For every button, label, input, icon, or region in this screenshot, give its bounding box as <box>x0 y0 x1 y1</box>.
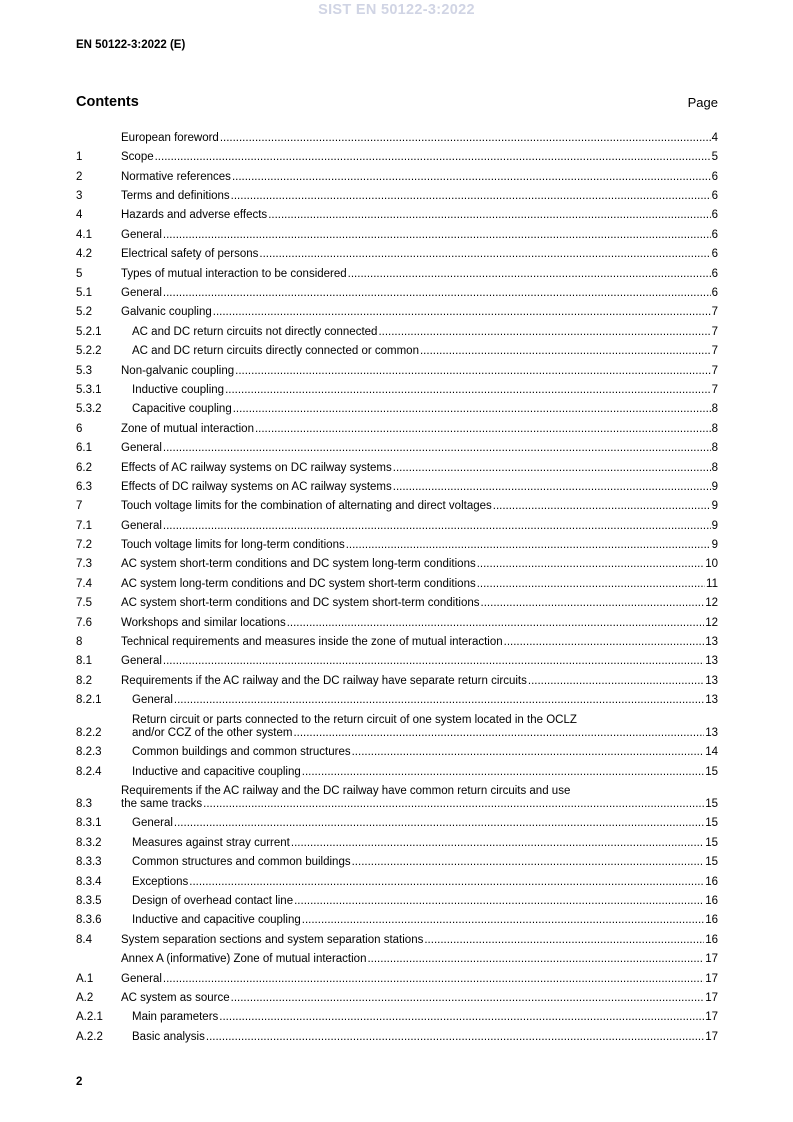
toc-entry-page: 7 <box>711 345 718 358</box>
toc-entry[interactable] <box>76 397 718 416</box>
toc-entry-number: 7.5 <box>76 597 92 610</box>
toc-entry[interactable] <box>76 203 718 222</box>
dot-leader <box>302 766 704 779</box>
dot-leader <box>174 817 704 830</box>
toc-entry-page: 15 <box>705 856 718 869</box>
toc-entry-page: 16 <box>705 914 718 927</box>
toc-entry-page: 6 <box>711 170 718 183</box>
toc-entry[interactable] <box>76 552 718 571</box>
toc-entry[interactable] <box>76 242 718 261</box>
toc-entry-title-line1: Requirements if the AC railway and the DC railway have common return circuits and use <box>121 785 571 797</box>
toc-entry-title: Galvanic coupling <box>121 306 212 319</box>
toc-entry[interactable] <box>76 688 718 707</box>
toc-entry-page: 5 <box>711 151 718 164</box>
dot-leader <box>259 248 710 261</box>
toc-entry[interactable] <box>76 947 718 966</box>
toc-entry-title: General <box>132 694 173 707</box>
dot-leader <box>367 953 704 966</box>
toc-entry-page: 8 <box>711 461 718 474</box>
dot-leader <box>424 934 704 947</box>
toc-entry-page: 7 <box>711 383 718 396</box>
toc-entry-title: General <box>121 287 162 300</box>
toc-entry-page: 17 <box>705 991 718 1004</box>
dot-leader <box>293 727 704 740</box>
toc-entry-page: 6 <box>711 267 718 280</box>
dot-leader <box>232 171 711 184</box>
dot-leader <box>291 837 704 850</box>
toc-entry-page: 6 <box>711 190 718 203</box>
toc-entry-page: 12 <box>705 616 718 629</box>
toc-entry-page: 8 <box>711 422 718 435</box>
toc-entry[interactable] <box>76 455 718 474</box>
toc-entry-title: Annex A (informative) Zone of mutual interaction <box>121 953 367 966</box>
toc-entry-title: Requirements if the AC railway and the DC railway have separate return circuits <box>121 674 527 687</box>
toc-entry-title: Design of overhead contact line <box>132 894 294 907</box>
contents-heading: Contents <box>76 94 139 110</box>
page-number: 2 <box>76 1076 83 1088</box>
toc-entry-title: AC system short-term conditions and DC system long-term conditions <box>121 558 476 571</box>
toc-entry[interactable] <box>76 1024 718 1043</box>
watermark-text: SIST EN 50122-3:2022 <box>318 2 475 18</box>
toc-entry-title: Non-galvanic coupling <box>121 364 235 377</box>
dot-leader <box>203 798 704 811</box>
toc-entry[interactable] <box>76 436 718 455</box>
toc-entry-page: 17 <box>705 972 718 985</box>
toc-entry-number: 5 <box>76 267 83 280</box>
toc-entry[interactable] <box>76 908 718 927</box>
toc-entry-title: Technical requirements and measures inside the zone of mutual interaction <box>121 636 503 649</box>
toc-entry-page: 13 <box>705 636 718 649</box>
toc-entry-number: 8.3 <box>76 798 92 810</box>
toc-entry-number: 5.2.1 <box>76 325 102 338</box>
toc-entry-page: 6 <box>711 248 718 261</box>
toc-entry[interactable] <box>76 779 718 812</box>
dot-leader <box>206 1031 704 1044</box>
toc-entry-number: 8.2.4 <box>76 765 102 778</box>
toc-entry[interactable] <box>76 145 718 164</box>
dot-leader <box>163 229 711 242</box>
toc-entry[interactable] <box>76 339 718 358</box>
toc-entry-number: 2 <box>76 170 83 183</box>
table-of-contents <box>76 126 718 1044</box>
toc-entry[interactable] <box>76 261 718 280</box>
dot-leader <box>163 520 711 533</box>
toc-entry-number: 7.1 <box>76 519 92 532</box>
toc-entry-title: Zone of mutual interaction <box>121 422 254 435</box>
toc-entry-page: 9 <box>711 500 718 513</box>
dot-leader <box>420 345 711 358</box>
toc-entry-number: 7.6 <box>76 616 92 629</box>
toc-entry-page: 9 <box>711 539 718 552</box>
dot-leader <box>287 617 705 630</box>
toc-entry[interactable] <box>76 668 718 687</box>
toc-entry-number: 7.4 <box>76 577 92 590</box>
dot-leader <box>231 190 711 203</box>
toc-entry[interactable] <box>76 811 718 830</box>
toc-entry[interactable] <box>76 222 718 241</box>
toc-entry-page: 9 <box>711 519 718 532</box>
toc-entry-number: 8.3.3 <box>76 856 102 869</box>
dot-leader <box>189 876 704 889</box>
toc-entry-title: Inductive and capacitive coupling <box>132 914 301 927</box>
toc-entry[interactable] <box>76 358 718 377</box>
dot-leader <box>233 403 711 416</box>
toc-entry-page: 13 <box>705 694 718 707</box>
toc-entry-title: Main parameters <box>132 1011 219 1024</box>
dot-leader <box>219 1011 704 1024</box>
dot-leader <box>213 306 711 319</box>
toc-entry[interactable] <box>76 281 718 300</box>
toc-entry-title: Exceptions <box>132 875 189 888</box>
dot-leader <box>235 365 710 378</box>
toc-entry-page: 17 <box>705 1030 718 1043</box>
toc-entry[interactable] <box>76 630 718 649</box>
toc-entry-title: Hazards and adverse effects <box>121 209 268 222</box>
toc-entry-page: 7 <box>711 306 718 319</box>
toc-entry-number: 4.2 <box>76 248 92 261</box>
toc-entry-number: A.2.1 <box>76 1011 103 1024</box>
toc-entry[interactable] <box>76 184 718 203</box>
toc-entry[interactable] <box>76 416 718 435</box>
dot-leader <box>528 675 704 688</box>
toc-entry-title: Inductive and capacitive coupling <box>132 765 301 778</box>
toc-entry[interactable] <box>76 986 718 1005</box>
toc-entry-number: 6 <box>76 422 83 435</box>
dot-leader <box>225 384 711 397</box>
toc-entry-page: 15 <box>705 836 718 849</box>
dot-leader <box>174 694 704 707</box>
toc-entry-title-line1: Return circuit or parts connected to the return circuit of one system located in the OCLZ <box>132 713 577 726</box>
toc-entry-number: 8.2.1 <box>76 694 102 707</box>
toc-entry-page: 13 <box>705 674 718 687</box>
toc-entry[interactable] <box>76 759 718 778</box>
toc-entry-number: 5.3 <box>76 364 92 377</box>
toc-entry-title: Effects of AC railway systems on DC railway systems <box>121 461 392 474</box>
toc-entry-page: 16 <box>705 875 718 888</box>
toc-entry-title: Inductive coupling <box>132 383 225 396</box>
toc-entry-page: 4 <box>711 131 718 144</box>
dot-leader <box>163 655 704 668</box>
toc-entry-title: and/or CCZ of the other system <box>132 726 293 739</box>
toc-entry-title: General <box>121 442 162 455</box>
toc-entry-page: 16 <box>705 933 718 946</box>
toc-entry-number: 5.2.2 <box>76 345 102 358</box>
dot-leader <box>346 539 711 552</box>
toc-entry-title: AC system short-term conditions and DC system short-term conditions <box>121 597 480 610</box>
toc-entry[interactable] <box>76 300 718 319</box>
toc-entry-title: AC and DC return circuits not directly connected <box>132 325 378 338</box>
toc-entry-page: 6 <box>711 209 718 222</box>
toc-entry-title: AC and DC return circuits directly connected or common <box>132 345 419 358</box>
dot-leader <box>255 423 711 436</box>
toc-entry-number: 8.3.2 <box>76 836 102 849</box>
toc-entry-page: 13 <box>705 726 718 739</box>
dot-leader <box>348 268 711 281</box>
toc-entry-number: 8.2 <box>76 674 92 687</box>
toc-entry-title: General <box>121 655 162 668</box>
dot-leader <box>352 856 705 869</box>
document-id: EN 50122-3:2022 (E) <box>76 39 186 51</box>
toc-entry-title: Effects of DC railway systems on AC railway systems <box>121 480 392 493</box>
toc-entry-number: 8.2.3 <box>76 746 102 759</box>
toc-entry-number: 4.1 <box>76 228 92 241</box>
toc-entry[interactable] <box>76 164 718 183</box>
toc-entry[interactable] <box>76 610 718 629</box>
toc-entry-title: Capacitive coupling <box>132 403 232 416</box>
toc-entry-title: General <box>121 972 162 985</box>
toc-entry-number: 3 <box>76 190 83 203</box>
toc-entry-title: Touch voltage limits for the combination of alternating and direct voltages <box>121 500 492 513</box>
toc-entry-title: Common structures and common buildings <box>132 856 351 869</box>
toc-entry-number: 7.2 <box>76 539 92 552</box>
toc-entry-page: 8 <box>711 403 718 416</box>
toc-entry[interactable] <box>76 126 718 145</box>
toc-entry-title: Basic analysis <box>132 1030 205 1043</box>
toc-entry-page: 17 <box>705 953 718 966</box>
dot-leader <box>393 462 711 475</box>
dot-leader <box>231 992 705 1005</box>
page-column-label: Page <box>687 95 718 110</box>
toc-entry-page: 7 <box>711 364 718 377</box>
dot-leader <box>477 578 705 591</box>
toc-entry-page: 6 <box>711 228 718 241</box>
toc-entry-title: Terms and definitions <box>121 190 230 203</box>
toc-entry[interactable] <box>76 494 718 513</box>
toc-entry-page: 9 <box>711 480 718 493</box>
toc-entry[interactable] <box>76 966 718 985</box>
toc-entry-number: 8.3.5 <box>76 894 102 907</box>
toc-entry[interactable] <box>76 475 718 494</box>
toc-entry-page: 10 <box>705 558 718 571</box>
toc-entry-number: 6.2 <box>76 461 92 474</box>
toc-entry-title: Touch voltage limits for long-term conditions <box>121 539 345 552</box>
toc-entry-title: Measures against stray current <box>132 836 290 849</box>
toc-entry[interactable] <box>76 533 718 552</box>
toc-entry-number: A.2 <box>76 991 94 1004</box>
dot-leader <box>220 132 711 145</box>
toc-entry-number: 5.2 <box>76 306 92 319</box>
toc-entry-number: 7.3 <box>76 558 92 571</box>
toc-entry-title: European foreword <box>121 131 219 144</box>
toc-entry[interactable] <box>76 1005 718 1024</box>
toc-entry-number: 8.3.4 <box>76 875 102 888</box>
dot-leader <box>155 151 711 164</box>
toc-entry-page: 15 <box>705 817 718 830</box>
toc-entry-title: Common buildings and common structures <box>132 746 351 759</box>
toc-entry-title: System separation sections and system separation stations <box>121 933 424 946</box>
toc-entry-title: Electrical safety of persons <box>121 248 259 261</box>
toc-entry[interactable] <box>76 571 718 590</box>
dot-leader <box>294 895 704 908</box>
toc-entry-page: 14 <box>705 746 718 759</box>
dot-leader <box>163 287 711 300</box>
toc-entry-page: 7 <box>711 325 718 338</box>
toc-entry-title: AC system long-term conditions and DC system short-term conditions <box>121 577 476 590</box>
toc-entry-number: 8.3.6 <box>76 914 102 927</box>
toc-entry-number: 8 <box>76 636 83 649</box>
toc-entry-title: Scope <box>121 151 154 164</box>
dot-leader <box>504 636 705 649</box>
toc-entry-title: General <box>121 519 162 532</box>
toc-entry[interactable] <box>76 707 718 740</box>
toc-entry-page: 15 <box>705 765 718 778</box>
toc-entry-number: 1 <box>76 151 83 164</box>
toc-entry-number: 5.1 <box>76 287 92 300</box>
toc-entry[interactable] <box>76 513 718 532</box>
dot-leader <box>481 597 705 610</box>
dot-leader <box>352 746 705 759</box>
toc-entry-number: 8.4 <box>76 933 92 946</box>
toc-entry-title: Workshops and similar locations <box>121 616 286 629</box>
toc-entry-page: 12 <box>705 597 718 610</box>
dot-leader <box>477 558 704 571</box>
toc-entry-number: 8.1 <box>76 655 92 668</box>
toc-entry[interactable] <box>76 740 718 759</box>
dot-leader <box>163 973 704 986</box>
toc-entry-number: 5.3.2 <box>76 403 102 416</box>
toc-entry[interactable] <box>76 927 718 946</box>
toc-entry-page: 13 <box>705 655 718 668</box>
toc-entry-page: 6 <box>711 287 718 300</box>
toc-entry-page: 15 <box>705 798 718 810</box>
toc-entry-title: General <box>121 228 162 241</box>
toc-entry-number: 8.2.2 <box>76 726 102 739</box>
toc-entry[interactable] <box>76 591 718 610</box>
toc-entry-title: AC system as source <box>121 991 230 1004</box>
toc-entry-number: A.1 <box>76 972 94 985</box>
toc-entry[interactable] <box>76 830 718 849</box>
toc-entry-title: General <box>132 817 173 830</box>
toc-entry-number: 7 <box>76 500 83 513</box>
toc-entry[interactable] <box>76 889 718 908</box>
toc-entry-number: 5.3.1 <box>76 383 102 396</box>
toc-entry-page: 11 <box>706 577 718 590</box>
toc-entry[interactable] <box>76 319 718 338</box>
toc-entry[interactable] <box>76 869 718 888</box>
dot-leader <box>393 481 711 494</box>
toc-entry-number: 8.3.1 <box>76 817 102 830</box>
toc-entry-number: A.2.2 <box>76 1030 103 1043</box>
dot-leader <box>302 914 704 927</box>
dot-leader <box>268 209 710 222</box>
toc-entry-number: 6.3 <box>76 480 92 493</box>
toc-entry[interactable] <box>76 378 718 397</box>
dot-leader <box>493 500 711 513</box>
toc-entry[interactable] <box>76 850 718 869</box>
toc-entry-page: 16 <box>705 894 718 907</box>
toc-entry-page: 8 <box>711 442 718 455</box>
toc-entry-number: 6.1 <box>76 442 92 455</box>
toc-entry-number: 4 <box>76 209 83 222</box>
toc-entry-page: 17 <box>705 1011 718 1024</box>
toc-entry-title: Types of mutual interaction to be considered <box>121 267 347 280</box>
toc-entry-title: Normative references <box>121 170 231 183</box>
dot-leader <box>378 326 710 339</box>
dot-leader <box>163 442 711 455</box>
toc-entry[interactable] <box>76 649 718 668</box>
toc-entry-title: the same tracks <box>121 798 203 810</box>
